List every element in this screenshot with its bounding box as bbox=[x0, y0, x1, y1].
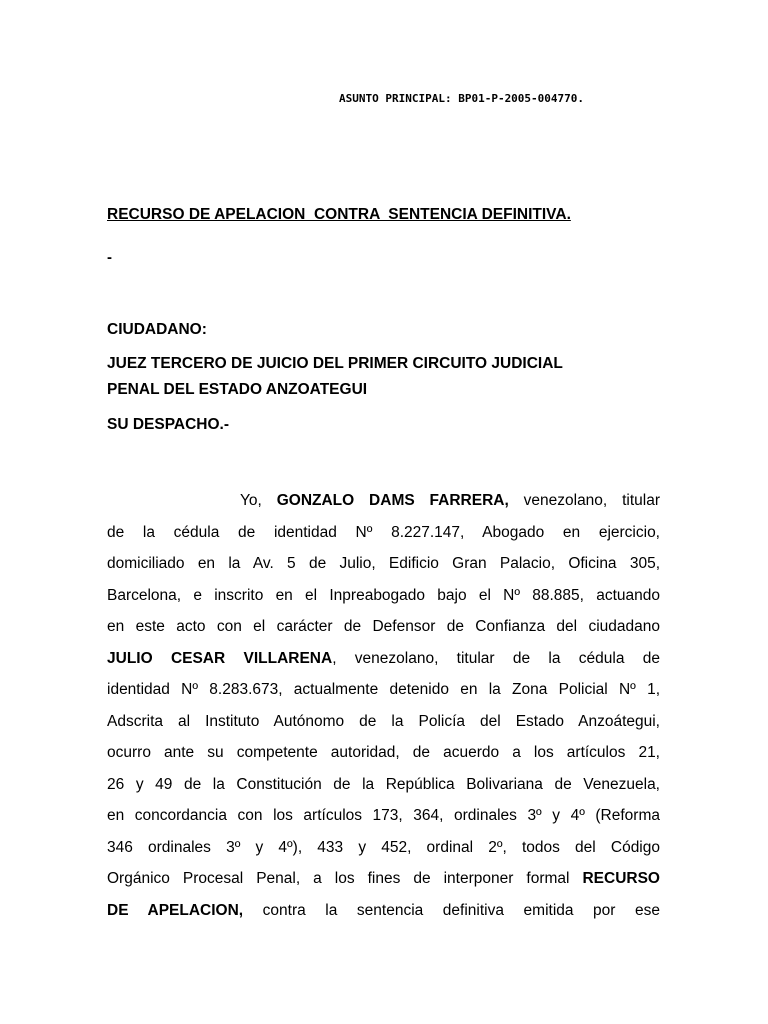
body-line: identidad Nº 8.283.673, actualmente detenido en la Zona Policial Nº 1, bbox=[107, 681, 660, 698]
appeal-term: DE APELACION, bbox=[107, 901, 244, 919]
body-line: en este acto con el carácter de Defensor de Confianza del ciudadano bbox=[107, 618, 660, 635]
body-text-span: Orgánico Procesal Penal, a los fines de interponer formal bbox=[107, 870, 583, 887]
body-text-span: contra la sentencia definitiva emitida por ese bbox=[243, 901, 660, 919]
office-heading: SU DESPACHO.- bbox=[107, 416, 230, 433]
body-line: domiciliado en la Av. 5 de Julio, Edificio Gran Palacio, Oficina 305, bbox=[107, 555, 660, 572]
document-title: RECURSO DE APELACION CONTRA SENTENCIA DEFINITIVA. bbox=[107, 206, 571, 223]
addressee-heading: CIUDADANO: bbox=[107, 321, 207, 338]
defendant-name: JULIO CESAR VILLARENA bbox=[107, 649, 333, 667]
body-line bbox=[107, 895, 660, 927]
body-line bbox=[107, 643, 660, 675]
body-text-span: , venezolano, titular de la cédula de bbox=[332, 649, 660, 667]
dash-mark: - bbox=[107, 249, 112, 266]
body-line: 346 ordinales 3º y 4º), 433 y 452, ordinal 2º, todos del Código bbox=[107, 838, 660, 856]
case-number: ASUNTO PRINCIPAL: BP01-P-2005-004770. bbox=[339, 92, 585, 105]
body-line: ocurro ante su competente autoridad, de acuerdo a los artículos 21, bbox=[107, 744, 660, 761]
body-line bbox=[107, 485, 660, 517]
body-text-span: Yo, bbox=[240, 492, 277, 509]
body-line: Barcelona, e inscrito en el Inpreabogado bajo el Nº 88.885, actuando bbox=[107, 586, 660, 604]
attorney-name: GONZALO DAMS FARRERA, bbox=[276, 492, 509, 509]
body-line: de la cédula de identidad Nº 8.227.147, Abogado en ejercicio, bbox=[107, 523, 660, 541]
body-line: 26 y 49 de la Constitución de la República Bolivariana de Venezuela, bbox=[107, 775, 660, 793]
body-line bbox=[107, 863, 660, 895]
body-text-span: venezolano, titular bbox=[508, 492, 660, 509]
judge-heading-line-2: PENAL DEL ESTADO ANZOATEGUI bbox=[107, 381, 368, 398]
body-paragraph bbox=[107, 485, 660, 926]
appeal-term: RECURSO bbox=[582, 870, 660, 887]
judge-heading-line-1: JUEZ TERCERO DE JUICIO DEL PRIMER CIRCUITO JUDICIAL bbox=[107, 355, 563, 372]
body-line: Adscrita al Instituto Autónomo de la Policía del Estado Anzoátegui, bbox=[107, 712, 660, 730]
body-line: en concordancia con los artículos 173, 364, ordinales 3º y 4º (Reforma bbox=[107, 807, 660, 824]
